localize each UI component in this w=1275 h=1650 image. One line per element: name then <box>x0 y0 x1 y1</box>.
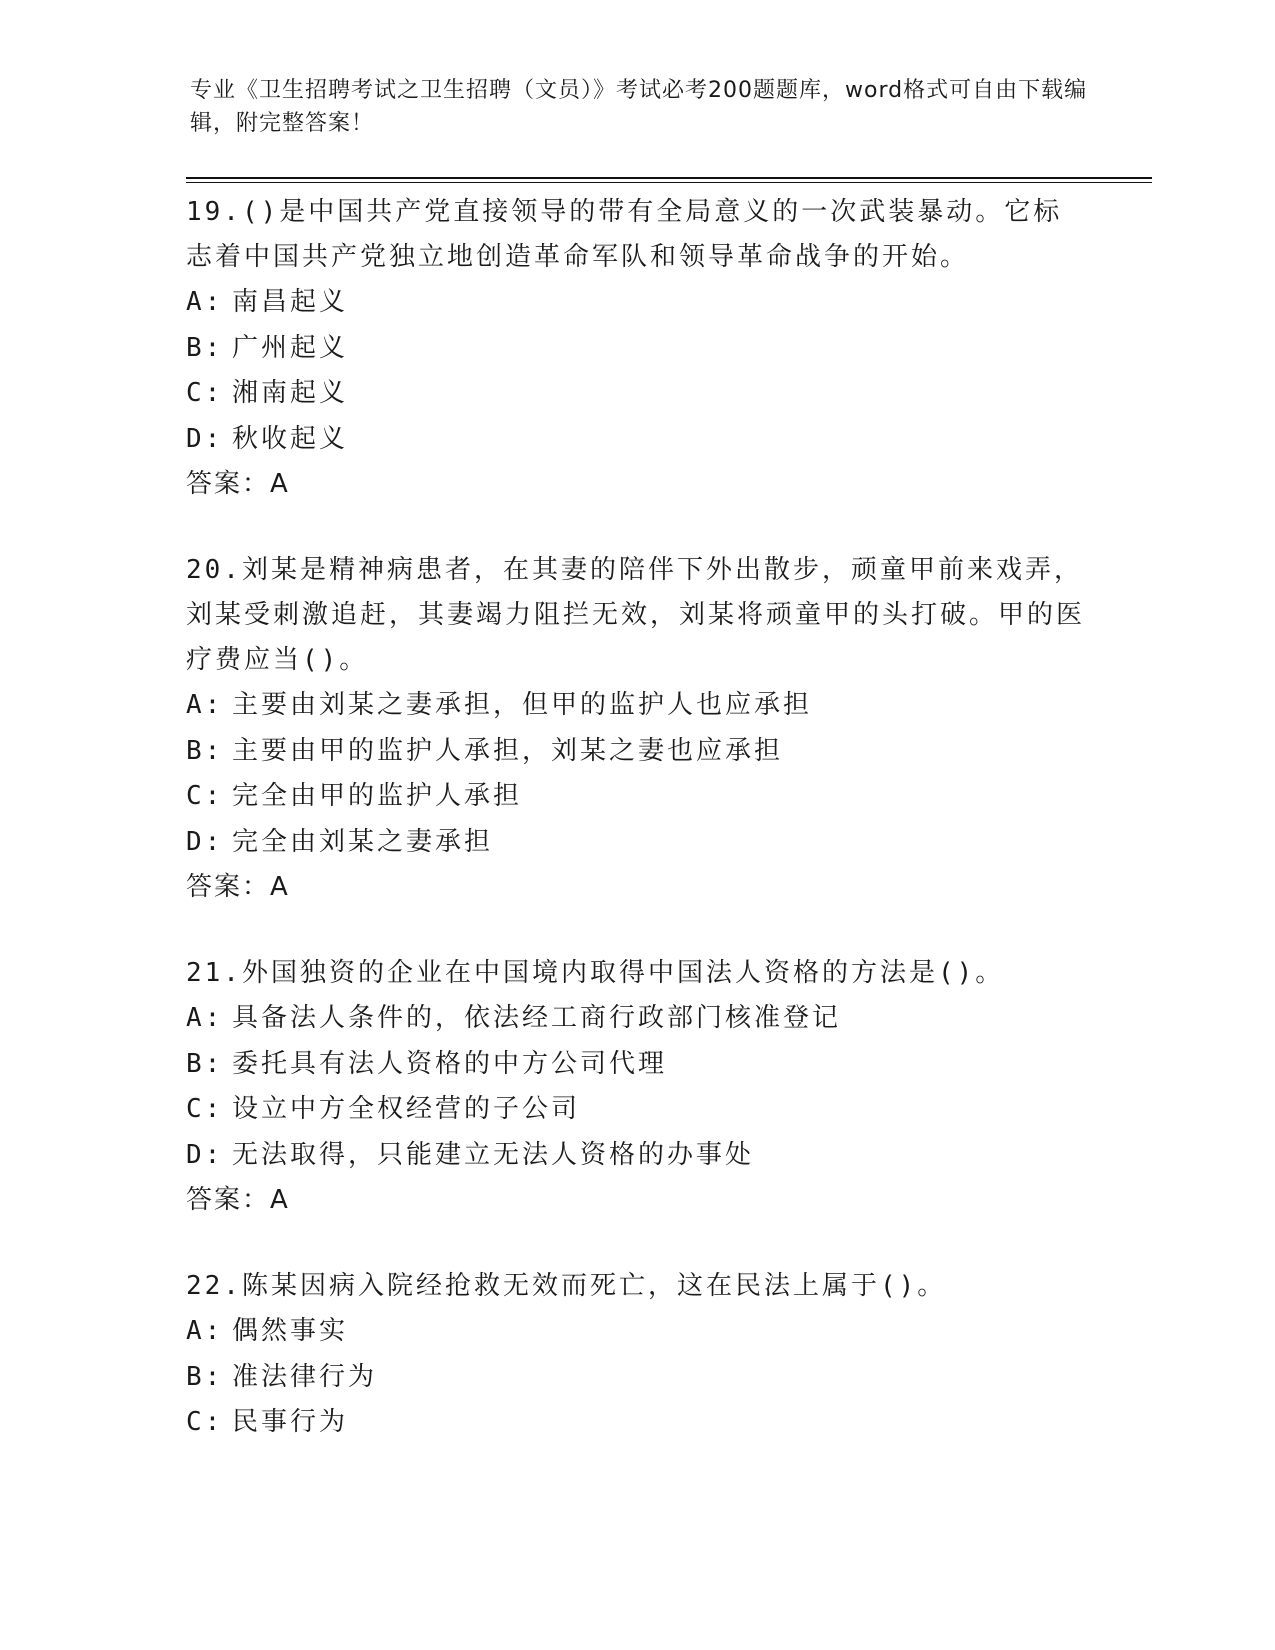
option-letter: A: <box>186 690 224 720</box>
option-text: 主要由甲的监护人承担，刘某之妻也应承担 <box>232 735 784 766</box>
option-letter: D: <box>186 423 224 454</box>
option-text: 完全由刘某之妻承担 <box>232 826 494 857</box>
option-c <box>186 1400 1086 1446</box>
option-letter: B: <box>186 332 224 363</box>
question-text: 20.刘某是精神病患者，在其妻的陪伴下外出散步，顽童甲前来戏弄，刘某受刺激追赶，其妻竭力阻拦无效，刘某将顽童甲的头打破。甲的医疗费应当()。 <box>186 555 1086 675</box>
question-text: 19.()是中国共产党直接领导的带有全局意义的一次武装暴动。它标志着中国共产党独立地创造革命军队和领导革命战争的开始。 <box>186 197 1063 272</box>
option-d <box>186 1133 1086 1179</box>
option-text: 委托具有法人资格的中方公司代理 <box>232 1048 668 1079</box>
option-letter: D: <box>186 826 224 857</box>
option-d <box>186 417 1086 463</box>
option-letter: A: <box>186 1003 224 1033</box>
option-letter: B: <box>186 1361 224 1392</box>
document-header: 专业《卫生招聘考试之卫生招聘（文员）》考试必考200题题库，word格式可自由下载编辑，附完整答案！ <box>190 78 1088 136</box>
option-text: 设立中方全权经营的子公司 <box>232 1094 581 1124</box>
question-list <box>186 190 1086 1487</box>
option-c <box>186 371 1086 417</box>
option-letter: D: <box>186 1139 224 1170</box>
question-20 <box>186 548 1086 910</box>
option-text: 完全由甲的监护人承担 <box>232 781 523 811</box>
option-text: 湘南起义 <box>232 378 349 408</box>
option-b <box>186 1042 1086 1088</box>
option-letter: C: <box>186 1407 224 1437</box>
option-text: 广州起义 <box>232 332 349 363</box>
option-letter: C: <box>186 781 224 811</box>
option-a <box>186 280 1086 326</box>
option-letter: C: <box>186 1094 224 1124</box>
option-a <box>186 683 1086 729</box>
option-b <box>186 729 1086 775</box>
option-letter: B: <box>186 735 224 766</box>
option-text: 偶然事实 <box>232 1316 349 1346</box>
option-a <box>186 1309 1086 1355</box>
option-text: 民事行为 <box>232 1407 349 1437</box>
header-divider-thin <box>186 182 1152 183</box>
question-21 <box>186 951 1086 1223</box>
option-letter: B: <box>186 1048 224 1079</box>
option-text: 南昌起义 <box>232 287 349 317</box>
question-text: 21.外国独资的企业在中国境内取得中国法人资格的方法是()。 <box>186 958 1005 988</box>
option-text: 主要由刘某之妻承担，但甲的监护人也应承担 <box>232 690 813 720</box>
option-text: 准法律行为 <box>232 1361 378 1392</box>
option-text: 秋收起义 <box>232 423 349 454</box>
option-c <box>186 1087 1086 1133</box>
question-19 <box>186 190 1086 507</box>
option-letter: C: <box>186 378 224 408</box>
question-text: 22.陈某因病入院经抢救无效而死亡，这在民法上属于()。 <box>186 1271 947 1301</box>
answer-label: 答案：A <box>186 469 290 499</box>
option-b <box>186 326 1086 372</box>
answer-label: 答案：A <box>186 872 290 902</box>
option-text: 无法取得，只能建立无法人资格的办事处 <box>232 1139 755 1170</box>
option-c <box>186 774 1086 820</box>
option-text: 具备法人条件的，依法经工商行政部门核准登记 <box>232 1003 842 1033</box>
question-22 <box>186 1264 1086 1446</box>
option-a <box>186 996 1086 1042</box>
answer-label: 答案：A <box>186 1185 290 1215</box>
option-letter: A: <box>186 1316 224 1346</box>
option-letter: A: <box>186 287 224 317</box>
option-b <box>186 1355 1086 1401</box>
header-divider-thick <box>186 177 1152 179</box>
option-d <box>186 820 1086 866</box>
